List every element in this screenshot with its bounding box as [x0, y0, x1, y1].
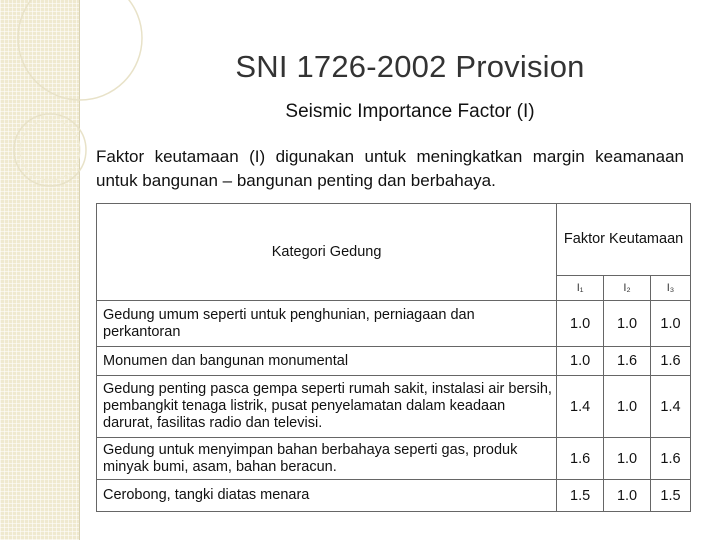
- i1-value: 1.6: [557, 438, 604, 480]
- i3-value: 1.6: [651, 347, 691, 376]
- table-row: [97, 347, 691, 376]
- header-i2: I₂: [604, 276, 651, 301]
- i2-value: 1.0: [604, 376, 651, 438]
- intro-paragraph: Faktor keutamaan (I) digunakan untuk meningkatkan margin keamanaan untuk bangunan – bangunan penting dan berbahaya.: [96, 147, 684, 190]
- page-subtitle: Seismic Importance Factor (I): [285, 101, 535, 122]
- page-title: SNI 1726-2002 Provision: [235, 49, 585, 84]
- i1-value: 1.4: [557, 376, 604, 438]
- i3-value: 1.0: [651, 301, 691, 347]
- header-faktor-keutamaan: Faktor Keutamaan: [557, 204, 691, 276]
- table-row: [97, 480, 691, 512]
- importance-factor-table: [96, 203, 691, 512]
- i1-value: 1.0: [557, 347, 604, 376]
- header-i1: I₁: [557, 276, 604, 301]
- category-cell: Gedung untuk menyimpan bahan berbahaya seperti gas, produk minyak bumi, asam, bahan beracun.: [97, 438, 557, 480]
- i2-value: 1.6: [604, 347, 651, 376]
- table-row: [97, 376, 691, 438]
- i3-value: 1.4: [651, 376, 691, 438]
- i3-value: 1.6: [651, 438, 691, 480]
- header-i3: I₃: [651, 276, 691, 301]
- header-kategori-gedung: Kategori Gedung: [97, 204, 557, 301]
- i2-value: 1.0: [604, 480, 651, 512]
- table-row: [97, 301, 691, 347]
- category-cell: Cerobong, tangki diatas menara: [97, 480, 557, 512]
- i1-value: 1.5: [557, 480, 604, 512]
- category-cell: Gedung umum seperti untuk penghunian, perniagaan dan perkantoran: [97, 301, 557, 347]
- i1-value: 1.0: [557, 301, 604, 347]
- table-row: [97, 438, 691, 480]
- category-cell: Monumen dan bangunan monumental: [97, 347, 557, 376]
- i2-value: 1.0: [604, 301, 651, 347]
- category-cell: Gedung penting pasca gempa seperti rumah sakit, instalasi air bersih, pembangkit tenaga listrik, pusat penyelamatan dalam keadaan darurat, fasilitas radio dan televisi.: [97, 376, 557, 438]
- i3-value: 1.5: [651, 480, 691, 512]
- i2-value: 1.0: [604, 438, 651, 480]
